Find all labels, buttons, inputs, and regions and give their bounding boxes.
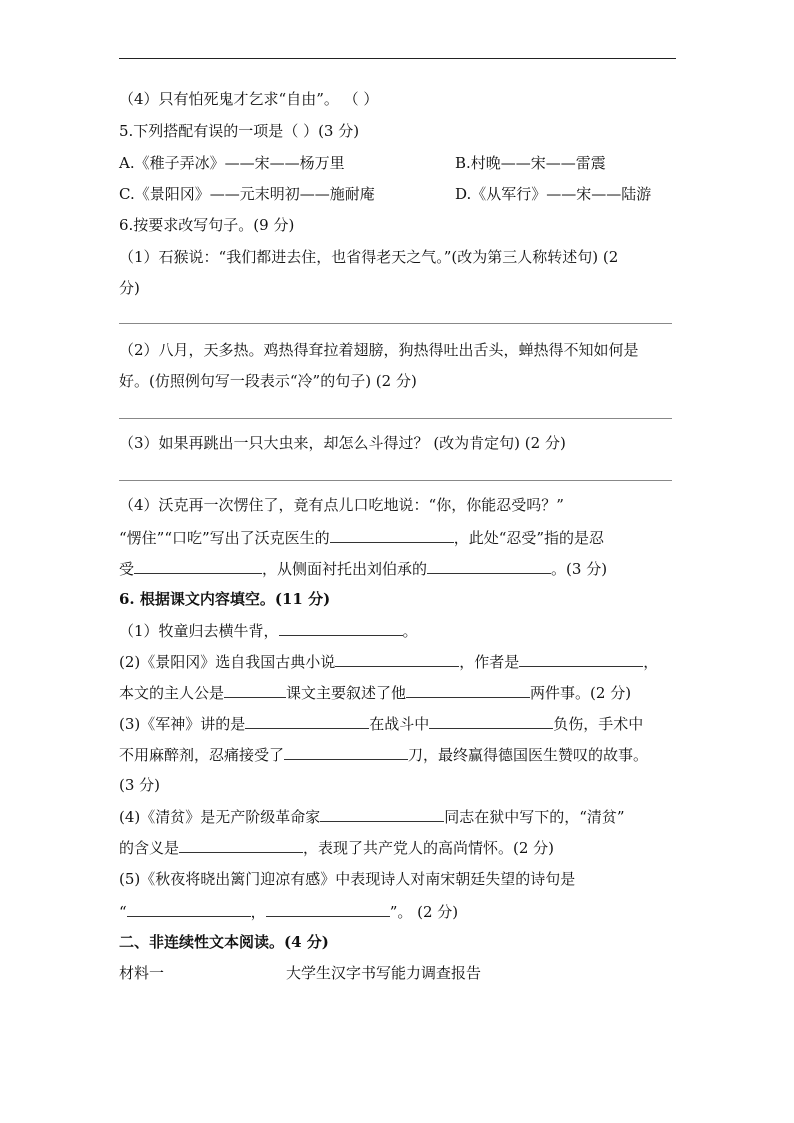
q6-s1-answer-line[interactable] bbox=[119, 323, 672, 324]
q7-p2-blank3[interactable] bbox=[224, 682, 286, 698]
q7-p5-blank2[interactable] bbox=[266, 901, 390, 917]
q7-p3-text5: 刀，最终赢得德国医生赞叹的故事。 bbox=[408, 746, 649, 764]
q7-p3-blank1[interactable] bbox=[245, 713, 369, 729]
q5-options-row2 bbox=[119, 184, 679, 204]
q7-p5-line1: (5)《秋夜将晓出篱门迎凉有感》中表现诗人对南宋朝廷失望的诗句是 bbox=[119, 870, 576, 888]
q7-p3-text3: 负伤，手术中 bbox=[553, 715, 644, 733]
q4-sub4: （4）只有怕死鬼才乞求“自由”。 （ ） bbox=[119, 90, 379, 108]
q6-stem: 6.按要求改写句子。(9 分) bbox=[119, 216, 295, 234]
q6-s4-blank1[interactable] bbox=[330, 527, 454, 543]
q6-s2-answer-line[interactable] bbox=[119, 418, 672, 419]
q5-option-b: B.村晚——宋——雷震 bbox=[455, 154, 606, 172]
q6-s4-line3 bbox=[119, 558, 679, 578]
section2-heading: 二、非连续性文本阅读。(4 分) bbox=[119, 933, 329, 951]
q6-s4-text5: 。(3 分) bbox=[551, 560, 608, 578]
material1-label: 材料一 bbox=[119, 964, 165, 982]
q7-p2-blank1[interactable] bbox=[335, 651, 459, 667]
header-rule bbox=[119, 58, 676, 59]
q6-s1-line1: （1）石猴说：“我们都进去住，也省得老天之气。”(改为第三人称转述句) (2 bbox=[119, 248, 619, 266]
q7-p5-open-quote: “ bbox=[119, 903, 127, 921]
q6-s3-answer-line[interactable] bbox=[119, 480, 672, 481]
q7-p5-comma: ， bbox=[250, 903, 266, 921]
material1-row bbox=[119, 963, 679, 983]
q6-s2-line1: （2）八月，天多热。鸡热得耷拉着翅膀，狗热得吐出舌头，蝉热得不知如何是 bbox=[119, 341, 639, 359]
q6-s4-text2: ，此处“忍受”指的是忍 bbox=[453, 529, 605, 547]
q7-p3-line1 bbox=[119, 713, 679, 733]
q7-p3-text4: 不用麻醉剂，忍痛接受了 bbox=[119, 746, 285, 764]
q5-stem: 5.下列搭配有误的一项是（ ）(3 分) bbox=[119, 122, 360, 140]
q7-p3-text1: (3)《军神》讲的是 bbox=[119, 715, 246, 733]
q7-p5-line2 bbox=[119, 901, 679, 921]
q7-p4-line1 bbox=[119, 806, 679, 826]
q6-s4-line1: （4）沃克再一次愣住了，竟有点儿口吃地说：“你，你能忍受吗？” bbox=[119, 496, 564, 514]
q7-p2-text2: ，作者是 bbox=[459, 653, 520, 671]
q7-p2-line2 bbox=[119, 682, 679, 702]
q7-p2-text4: 本文的主人公是 bbox=[119, 684, 225, 702]
q7-p2-line1 bbox=[119, 651, 679, 671]
q7-p2-blank2[interactable] bbox=[519, 651, 643, 667]
q7-p4-blank1[interactable] bbox=[320, 806, 444, 822]
q7-p4-blank2[interactable] bbox=[179, 837, 303, 853]
q7-stem: 6. 根据课文内容填空。(11 分) bbox=[119, 590, 331, 608]
q7-p5-end: ”。 (2 分) bbox=[389, 903, 459, 921]
q7-p4-text1: (4)《清贫》是无产阶级革命家 bbox=[119, 808, 321, 826]
q7-p3-blank2[interactable] bbox=[429, 713, 553, 729]
q7-p2-text5: 课文主要叙述了他 bbox=[286, 684, 407, 702]
q6-s3: （3）如果再跳出一只大虫来，却怎么斗得过？ (改为肯定句) (2 分) bbox=[119, 434, 566, 452]
material1-title: 大学生汉字书写能力调查报告 bbox=[286, 964, 482, 982]
q6-s1-line2: 分) bbox=[119, 279, 140, 297]
q7-p3-line2 bbox=[119, 744, 679, 764]
q7-p3-text2: 在战斗中 bbox=[369, 715, 430, 733]
q7-p3-line3: (3 分) bbox=[119, 776, 161, 794]
q6-s4-text3: 受 bbox=[119, 560, 135, 578]
q7-p2-blank4[interactable] bbox=[406, 682, 530, 698]
q5-option-c: C.《景阳冈》——元末明初——施耐庵 bbox=[119, 185, 375, 203]
q6-s2-line2: 好。(仿照例句写一段表示“冷”的句子) (2 分) bbox=[119, 372, 417, 390]
q7-p1-end: 。 bbox=[402, 622, 418, 640]
q5-option-a: A.《稚子弄冰》——宋——杨万里 bbox=[119, 154, 345, 172]
q7-p1-text: （1）牧童归去横牛背， bbox=[119, 622, 279, 640]
q7-p1 bbox=[119, 620, 679, 640]
q6-s4-blank2[interactable] bbox=[134, 558, 262, 574]
q7-p3-blank3[interactable] bbox=[284, 744, 408, 760]
q7-p1-blank[interactable] bbox=[279, 620, 403, 636]
q7-p2-text6: 两件事。(2 分) bbox=[530, 684, 632, 702]
q6-s4-text4: ，从侧面衬托出刘伯承的 bbox=[262, 560, 428, 578]
q6-s4-blank3[interactable] bbox=[427, 558, 551, 574]
q7-p4-line2 bbox=[119, 837, 679, 857]
q5-options-row1 bbox=[119, 153, 679, 173]
q7-p2-text1: (2)《景阳冈》选自我国古典小说 bbox=[119, 653, 336, 671]
q7-p5-blank1[interactable] bbox=[127, 901, 251, 917]
q6-s4-text1: “愣住”“口吃”写出了沃克医生的 bbox=[119, 529, 330, 547]
q7-p2-text3: ， bbox=[643, 653, 659, 671]
q7-p4-text2: 同志在狱中写下的，“清贫” bbox=[444, 808, 625, 826]
q7-p4-text4: ，表现了共产党人的高尚情怀。(2 分) bbox=[303, 839, 555, 857]
q7-p4-text3: 的含义是 bbox=[119, 839, 180, 857]
q6-s4-line2 bbox=[119, 527, 679, 547]
q5-option-d: D.《从军行》——宋——陆游 bbox=[455, 185, 652, 203]
